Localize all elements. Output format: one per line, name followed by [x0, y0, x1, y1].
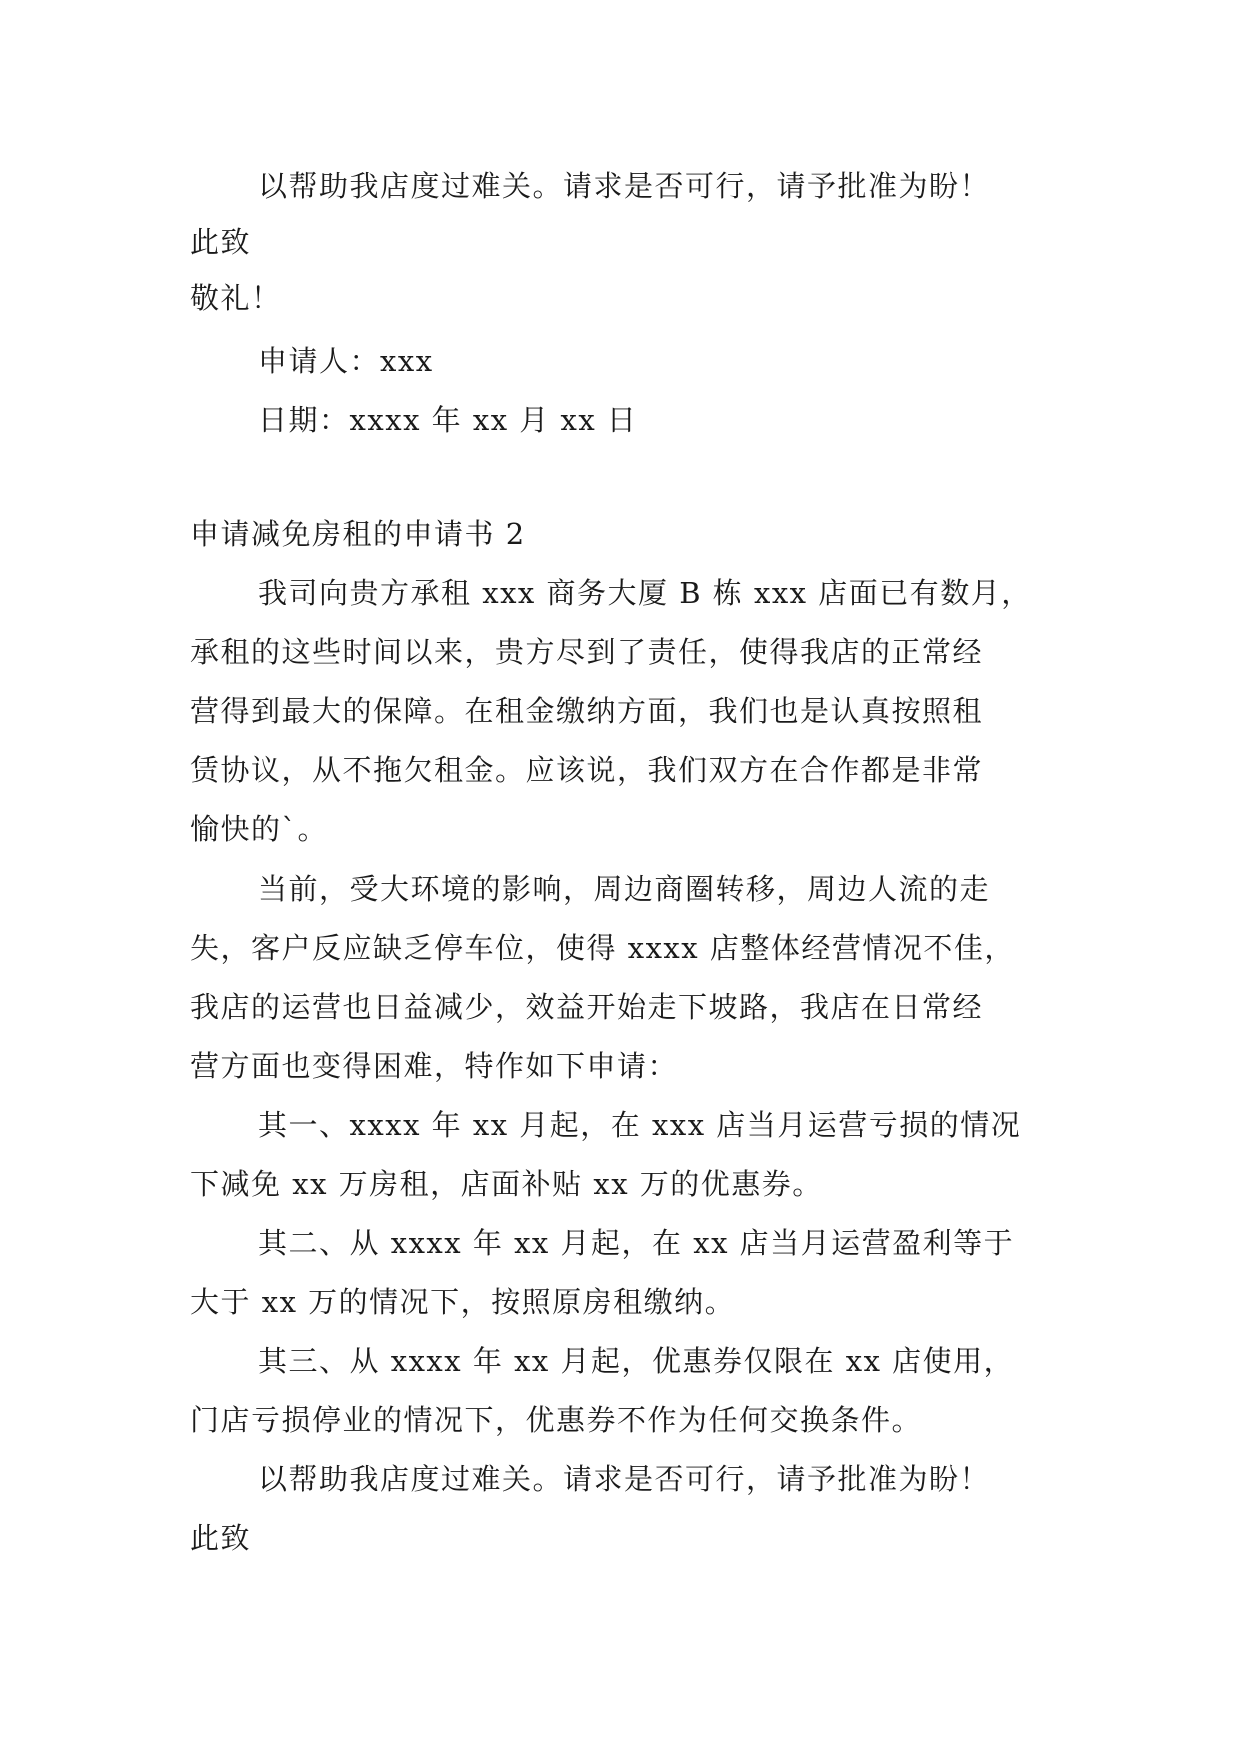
paragraph-line: 失，客户反应缺乏停车位，使得 xxxx 店整体经营情况不佳， [190, 931, 1015, 965]
list-item: 门店亏损停业的情况下，优惠券不作为任何交换条件。 [190, 1403, 923, 1437]
paragraph-line: 营方面也变得困难，特作如下申请： [190, 1049, 679, 1083]
paragraph-line: 当前，受大环境的影响，周边商圈转移，周边人流的走 [258, 872, 991, 906]
closing-request: 以帮助我店度过难关。请求是否可行，请予批准为盼！ [258, 169, 991, 203]
paragraph-line: 赁协议，从不拖欠租金。应该说，我们双方在合作都是非常 [190, 753, 984, 787]
document-title: 申请减免房租的申请书 2 [190, 517, 526, 551]
list-item: 下减免 xx 万房租，店面补贴 xx 万的优惠券。 [190, 1167, 823, 1201]
paragraph-line: 愉快的`。 [190, 812, 329, 846]
closing-request: 以帮助我店度过难关。请求是否可行，请予批准为盼！ [258, 1462, 991, 1496]
date-line: 日期：xxxx 年 xx 月 xx 日 [258, 403, 638, 437]
salutation-line-1: 此致 [190, 1521, 252, 1555]
paragraph-line: 承租的这些时间以来，贵方尽到了责任，使得我店的正常经 [190, 635, 984, 669]
list-item: 其二、从 xxxx 年 xx 月起，在 xx 店当月运营盈利等于 [258, 1226, 1015, 1260]
paragraph-line: 我店的运营也日益减少，效益开始走下坡路，我店在日常经 [190, 990, 984, 1024]
salutation-line-1: 此致 [190, 225, 252, 259]
list-item: 大于 xx 万的情况下，按照原房租缴纳。 [190, 1285, 736, 1319]
paragraph-line: 我司向贵方承租 xxx 商务大厦 B 栋 xxx 店面已有数月， [258, 576, 1032, 610]
paragraph-line: 营得到最大的保障。在租金缴纳方面，我们也是认真按照租 [190, 694, 984, 728]
salutation-line-2: 敬礼！ [190, 281, 282, 315]
list-item: 其一、xxxx 年 xx 月起，在 xxx 店当月运营亏损的情况 [258, 1108, 1022, 1142]
list-item: 其三、从 xxxx 年 xx 月起，优惠券仅限在 xx 店使用， [258, 1344, 1015, 1378]
applicant-line: 申请人：xxx [258, 344, 434, 378]
